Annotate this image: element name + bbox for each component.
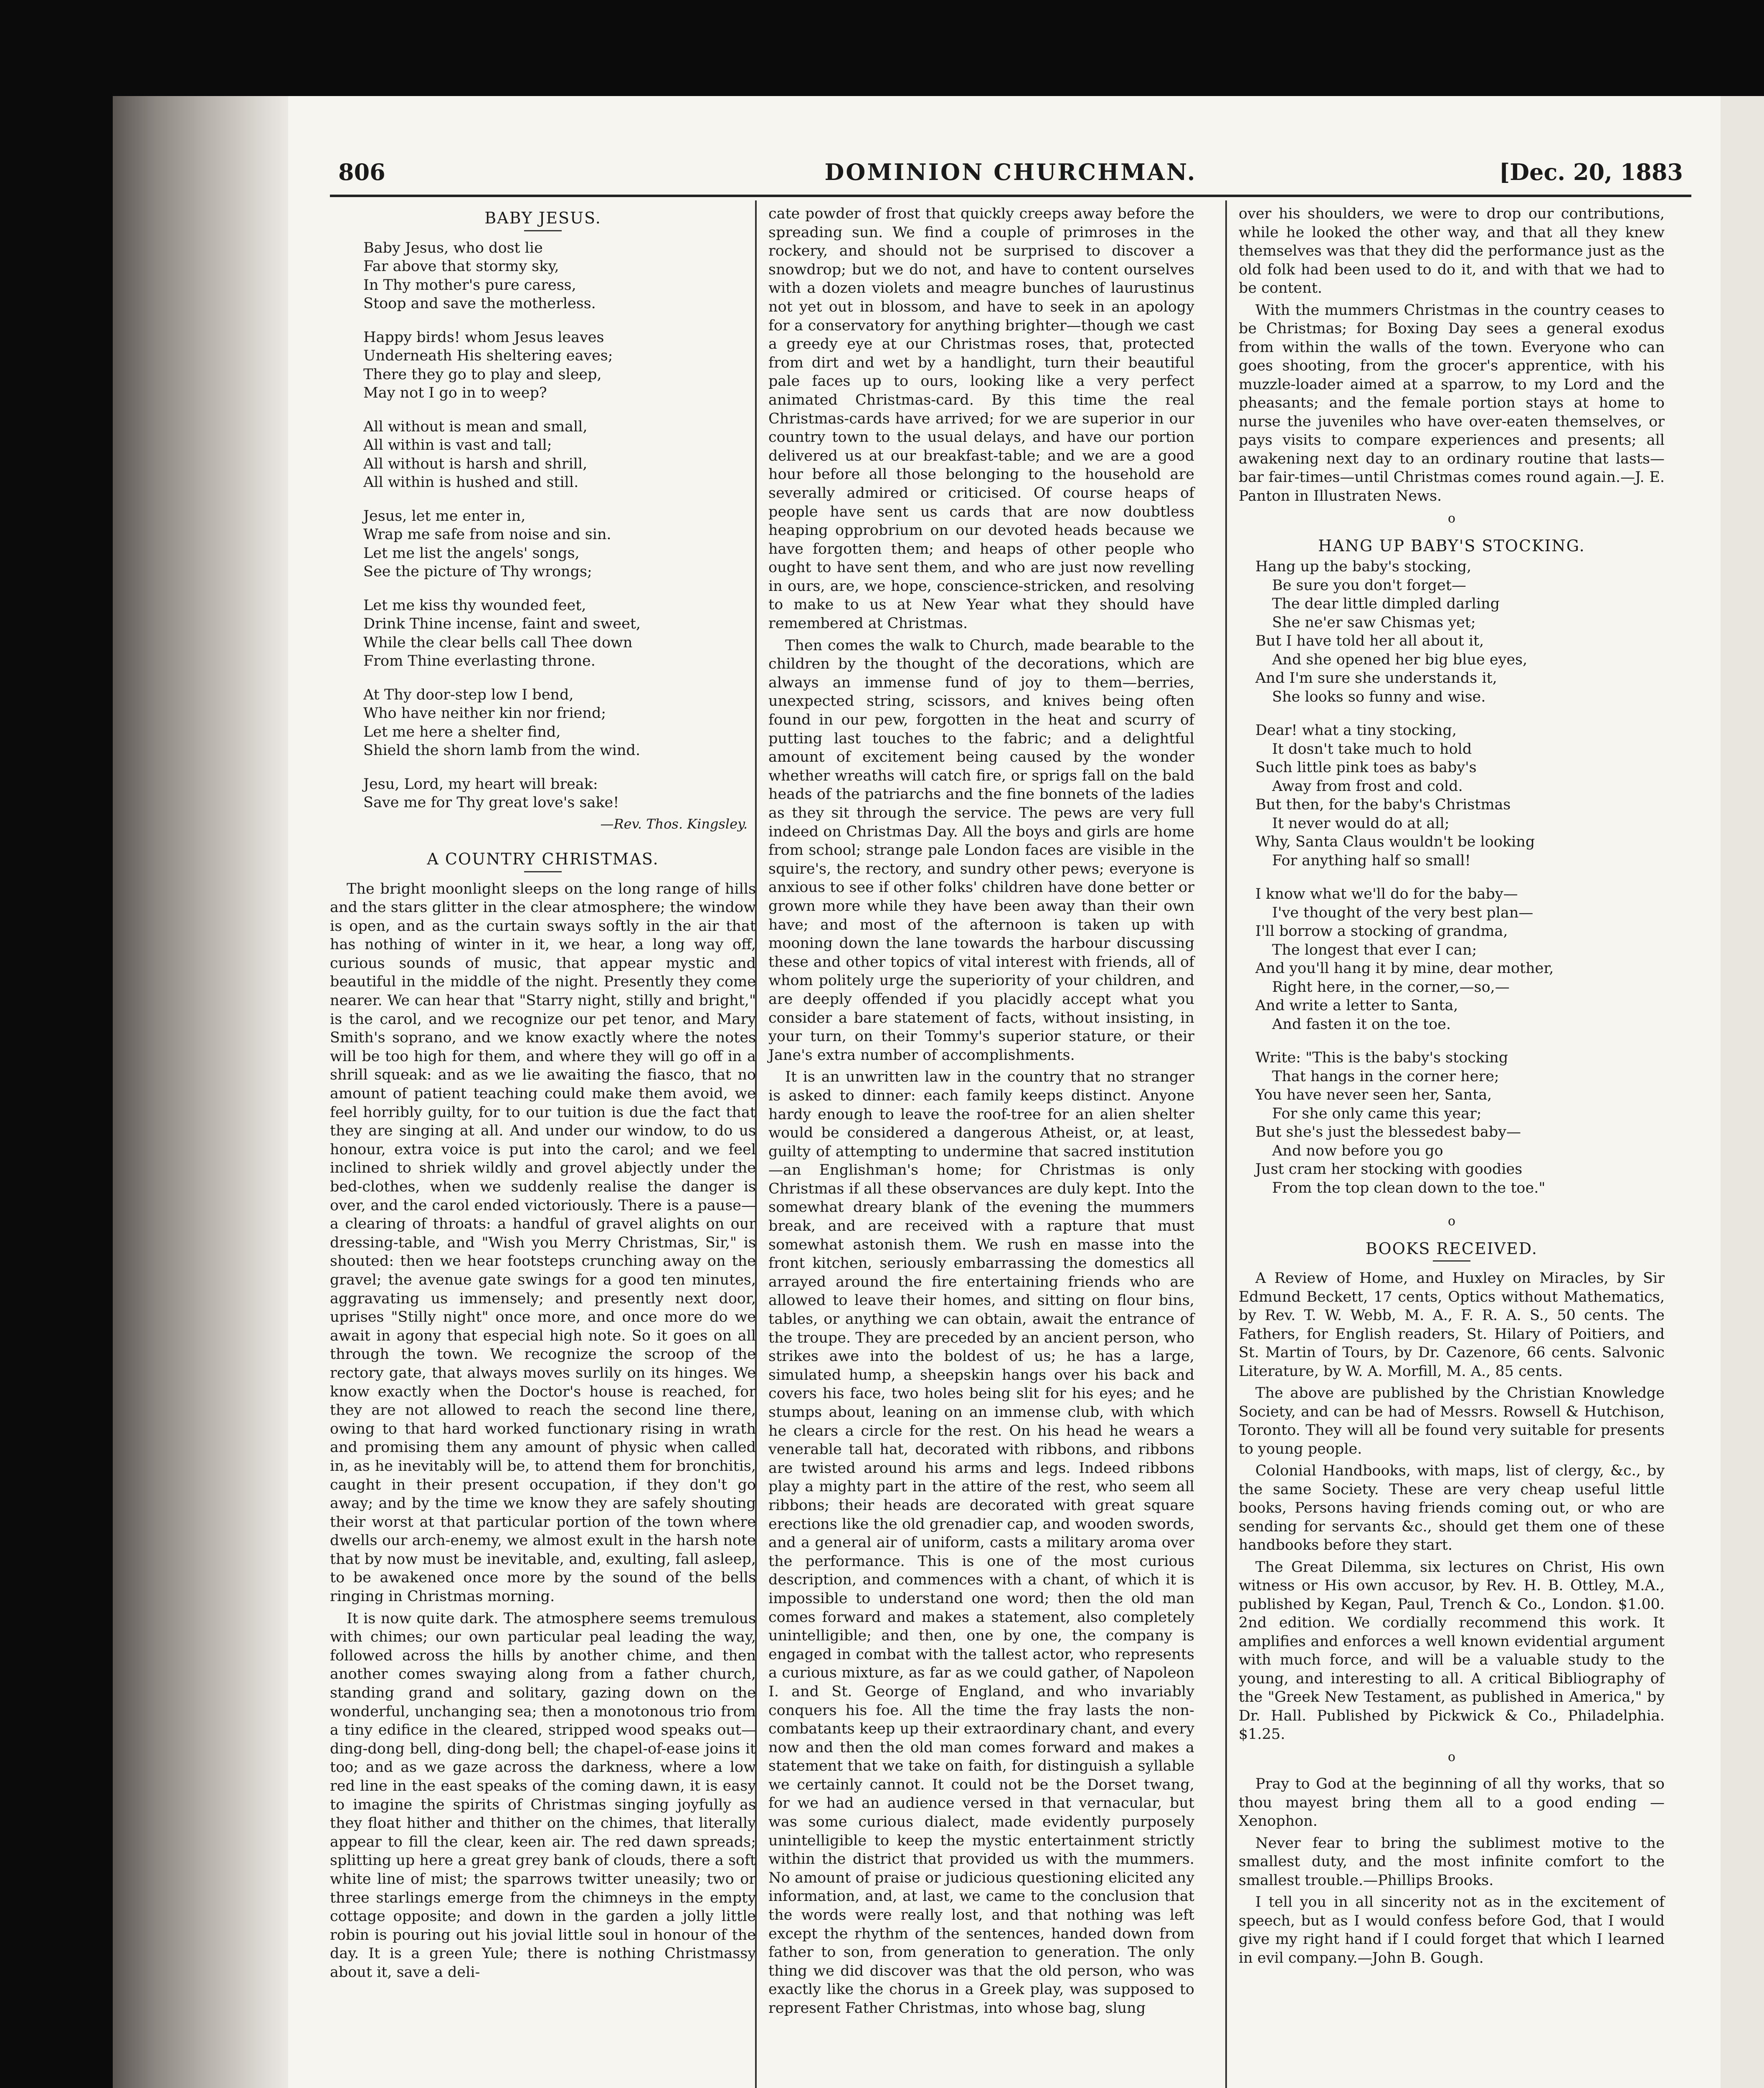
running-head: [330, 155, 1691, 192]
poem-stanza: [363, 686, 756, 760]
poem-line: The longest that ever I can;: [1272, 941, 1477, 958]
poem-line: Be sure you don't forget—: [1272, 577, 1466, 594]
article-paragraph: With the mummers Christmas in the country ceases to be Christmas; for Boxing Day sees a general exodus from within the walls of the town. Everyone who can goes shooting, from the grocer's apprentice, with his muzzle-loader aimed at a sparrow, to my Lord and the pheasants; and the female portion stays at home to nurse the juveniles who have over-eaten themselves, or pays visits to compare experiences and presents; all awakening next day to an ordinary routine that lasts—bar fair-times—until Christmas comes round again.—J. E. Panton in Illustraten News.: [1239, 302, 1665, 504]
column-3: [1239, 205, 1665, 1971]
title-rule: [1433, 1260, 1470, 1262]
column-rule-2: [1225, 200, 1227, 2088]
poem-line: All within is vast and tall;: [363, 437, 552, 454]
poem-line: But I have told her all about it,: [1255, 633, 1484, 649]
scan-right-edge: [1721, 96, 1764, 2088]
poem-line: You have never seen her, Santa,: [1255, 1087, 1492, 1103]
quotation-paragraph: I tell you in all sincerity not as in the excitement of speech, but as I would confess before God, that I would give my right hand if I could forget that which I learned in evil company.—John B. Gough.: [1239, 1894, 1665, 1966]
poem-line: May not I go in to weep?: [363, 385, 547, 401]
poem-line: Let me kiss thy wounded feet,: [363, 597, 586, 614]
scan-margin-left: [0, 0, 113, 2088]
book-notice-paragraph: The above are published by the Christian Knowledge Society, and can be had of Messrs. Rowsell & Hutchison, Toronto. They will all be found very suitable for presents to young people.: [1239, 1385, 1665, 1457]
book-notice-paragraph: Colonial Handbooks, with maps, list of clergy, &c., by the same Society. These are very cheap useful little books, Persons having friends coming out, or who are sending for servants &c., should get them one of these handbooks before they start.: [1239, 1462, 1665, 1553]
section-ornament: o: [1447, 1214, 1456, 1229]
book-binding: [113, 96, 288, 2088]
column-1: [330, 205, 756, 1985]
header-rule: [330, 195, 1691, 197]
journal-name: DOMINION CHURCHMAN.: [824, 159, 1197, 185]
poem-stanza: [1255, 1049, 1665, 1197]
poem-stanza: [363, 328, 756, 403]
poem-line: Drink Thine incense, faint and sweet,: [363, 616, 641, 632]
poem-line: And you'll hang it by mine, dear mother,: [1255, 960, 1554, 977]
poem-line: While the clear bells call Thee down: [363, 634, 633, 651]
poem-line: Far above that stormy sky,: [363, 258, 559, 275]
poem-line: Happy birds! whom Jesus leaves: [363, 329, 604, 346]
poem-stanza: [363, 507, 756, 581]
poem-line: Jesu, Lord, my heart will break:: [363, 775, 598, 793]
poem-line: And I'm sure she understands it,: [1255, 670, 1497, 687]
poem-stanza: [363, 239, 756, 313]
article-paragraph: It is now quite dark. The atmosphere seems tremulous with chimes; our own particular peal leading the way, followed across the hills by another chime, and then another comes swaying along from a father church, standing grand and solitary, gazing down on the wonderful, unchanging sea; then a monotonous trio from a tiny edifice in the cleared, stripped wood speaks out—ding-dong bell, ding-dong bell; the chapel-of-ease joins it too; and as we gaze across the darkness, where a low red line in the east speaks of the coming dawn, it is easy to imagine the spirits of Christmas singing joyfully as they float hither and thither on the chimes, that literally appear to fill the clear, keen air. The red dawn spreads; splitting up here a great grey bank of clouds, there a soft white line of mist; the sparrows twitter uneasily; two or three starlings emerge from the chimneys in the empty cottage opposite; and down in the garden a jolly little robin is pouring out his jovial little soul in honour of the day. It is a green Yule; there is nothing Christmassy about it, save a deli-: [330, 1610, 756, 1981]
section-ornament: o: [1447, 1749, 1456, 1764]
section-title-books-received: BOOKS RECEIVED.: [1366, 1239, 1538, 1258]
poem-line: It dosn't take much to hold: [1272, 740, 1472, 758]
poem-line: That hangs in the corner here;: [1272, 1068, 1499, 1085]
poem-title-hang-up-babys-stocking: HANG UP BABY'S STOCKING.: [1318, 536, 1585, 555]
poem-stanza: [363, 775, 756, 812]
poem-line: And write a letter to Santa,: [1255, 997, 1458, 1014]
poem-line: Just cram her stocking with goodies: [1255, 1161, 1523, 1178]
poem-line: I've thought of the very best plan—: [1272, 904, 1533, 921]
poem-baby-jesus: [363, 239, 756, 812]
poem-line: Let me list the angels' songs,: [363, 545, 580, 562]
poem-line: Away from frost and cold.: [1272, 778, 1463, 795]
poem-line: For she only came this year;: [1272, 1105, 1482, 1122]
title-rule: [524, 230, 562, 231]
quotation-paragraph: Never fear to bring the sublimest motive to the smallest duty, and the most infinite comfort to the smallest trouble.—Phillips Brooks.: [1239, 1835, 1665, 1889]
poem-line: And fasten it on the toe.: [1272, 1016, 1451, 1033]
poem-line: But then, for the baby's Christmas: [1255, 796, 1511, 813]
poem-line: Jesus, let me enter in,: [363, 507, 526, 525]
poem-line: Save me for Thy great love's sake!: [363, 794, 619, 811]
poem-line: For anything half so small!: [1272, 852, 1471, 869]
poem-line: And she opened her big blue eyes,: [1272, 651, 1528, 668]
poem-line: In Thy mother's pure caress,: [363, 276, 576, 294]
poem-line: From the top clean down to the toe.": [1272, 1179, 1546, 1196]
section-ornament: o: [1447, 511, 1456, 526]
poem-stanza: [363, 596, 756, 671]
column-2: [768, 205, 1194, 2021]
poem-line: All without is mean and small,: [363, 418, 588, 435]
poem-line: Shield the shorn lamb from the wind.: [363, 742, 641, 759]
article-paragraph: The bright moonlight sleeps on the long range of hills and the stars glitter in the clear atmosphere; the window is open, and as the curtain sways softly in the air that has nothing of winter in it, we hear, a long way off, curious sounds of music, that appear mystic and beautiful in the middle of the night. Presently they come nearer. We can hear that "Starry night, stilly and bright," is the carol, and we recognize our pet tenor, and Mary Smith's soprano, and we know exactly where the notes will be too high for them, and where they will go off in a shrill squeak: and as we lie awaiting the fiasco, that no amount of patient teaching could make them avoid, we feel horribly guilty, for to our tuition is due the fact that they are singing at all. And under our window, to do us honour, extra voice is put into the carol; and we feel inclined to shriek wildly and grovel abjectly under the bed-clothes, when we suddenly realise the danger is over, and the carol ended victoriously. There is a pause—a clearing of throats: a handful of gravel alights on our dressing-table, and "Wish you Merry Christmas, Sir," is shouted: then we hear footsteps crunching away on the gravel; the avenue gate swings for a good ten minutes, aggravating us immensely; and presently next door, uprises "Stilly night" once more, and once more do we await in agony that especial high note. So it goes on all through the town. We recognize the scroop of the rectory gate, that always moves surlily on its hinges. We know exactly when the Doctor's house is reached, for they are not allowed to reach the second line there, owing to that hard worked functionary rising in wrath and promising them any amount of physic when called in, as he inevitably will be, to attend them for bronchitis, caught in their present occupation, if they don't go away; and by the time we know they are safely shouting their worst at that particular portion of the town where dwells our arch-enemy, we almost exult in the harsh note that by now must be inevitable, and, exulting, fall asleep, to be awakened once more by the sound of the bells ringing in Christmas morning.: [330, 880, 756, 1605]
poem-line: Underneath His sheltering eaves;: [363, 347, 613, 364]
poem-line: All without is harsh and shrill,: [363, 455, 588, 472]
article-paragraph: Then comes the walk to Church, made bearable to the children by the thought of the decorations, which are always an immense fund of joy to them—berries, unexpected string, scissors, and knives being often found in our pew, forgotten in the heat and scurry of putting last touches to the fabric; and a delightful amount of excitement being caused by the wonder whether wreaths will catch fire, or sprigs fall on the bald heads of the patriarchs and the fine bonnets of the ladies as they sit through the service. The pews are very full indeed on Christmas Day. All the boys and girls are home from school; strange pale London faces are visible in the squire's, the rectory, and sundry other pews; everyone is anxious to see if other folks' children have done better or grown more while they have been away than their own have; and most of the afternoon is taken up with mooning down the lane towards the harbour discussing these and other topics of vital interest with friends, all of whom politely urge the superiority of your children, and are deeply offended if you placidly accept what you consider a bare statement of facts, without insisting, in your turn, on their Tommy's superior stature, or their Jane's extra number of accomplishments.: [768, 637, 1194, 1064]
poem-line: Wrap me safe from noise and sin.: [363, 526, 611, 543]
poem-line: Why, Santa Claus wouldn't be looking: [1255, 834, 1535, 850]
article-paragraph: It is an unwritten law in the country that no stranger is asked to dinner: each family keeps distinct. Anyone hardy enough to leave the roof-tree for an alien shelter would be considered a dangerous Atheist, or, at least, guilty of attempting to undermine that sacred institution—an Englishman's home; for Christmas is only Christmas if all these observances are duly kept. Into the somewhat dreary blank of the evening the mummers break, and are received with a rapture that must somewhat astonish them. We rush en masse into the front kitchen, seriously embarrassing the domestics all arrayed around the fire entertaining friends who are allowed to leave their homes, and sitting on flour bins, tables, or anything we can obtain, await the entrance of the troupe. They are preceded by an ancient person, who strikes awe into the boldest of us; he has a large, simulated hump, a sheepskin hangs over his back and covers his face, two holes being slit for his eyes; and he stumps about, leaning on an immense club, with which he clears a circle for the rest. On his head he wears a venerable tall hat, decorated with ribbons, and ribbons are twisted around his arms and legs. Indeed ribbons play a mighty part in the attire of the rest, who seem all ribbons; their heads are decorated with great square erections like the old grenadier cap, and wooden swords, and a general air of uniform, casts a military aroma over the performance. This is one of the most curious description, and commences with a chant, of which it is impossible to understand one word; then the old man comes forward and makes a statement, also completely unintelligible; and then, one by one, the company is engaged in combat with the tallest actor, who represents a curious mixture, as far as we could gather, of Napoleon I. and St. George of England, and who invariably conquers his foe. All the time the fray lasts the non-combatants keep up their extraordinary chant, and every now and then the old man comes forward and makes a statement that we take on faith, for distinguish a syllable we certainly cannot. It could not be the Dorset twang, for we had an audience versed in that vernacular, but was some curious dialect, made evidently purposely unintelligible to keep the mystic entertainment strictly within the district that provided us with the mummers. No amount of praise or judicious questioning elicited any information, and, at last, we came to the conclusion that the words were really lost, and that nothing was left except the rhythm of the sentences, handed down from father to son, from generation to generation. The only thing we did discover was that the old person, who was exactly like the chorus in a Greek play, was supposed to represent Father Christmas, into whose bag, slung: [768, 1069, 1194, 2017]
poem-hang-up-babys-stocking: [1255, 557, 1665, 1197]
poem-line: Such little pink toes as baby's: [1255, 759, 1477, 776]
poem-line: At Thy door-step low I bend,: [363, 686, 574, 703]
scan-margin-top: [0, 0, 1764, 96]
poem-line: Let me here a shelter find,: [363, 723, 561, 740]
poem-line: I'll borrow a stocking of grandma,: [1255, 923, 1508, 940]
poem-line: Baby Jesus, who dost lie: [363, 239, 543, 256]
issue-date: [Dec. 20, 1883: [1499, 159, 1683, 185]
poem-stanza: [363, 418, 756, 492]
poem-line: I know what we'll do for the baby—: [1255, 886, 1518, 902]
poem-line: But she's just the blessedest baby—: [1255, 1124, 1521, 1140]
page-number: 806: [338, 159, 385, 185]
poem-stanza: [1255, 557, 1665, 706]
poem-title-baby-jesus: BABY JESUS.: [484, 209, 601, 227]
book-notice-paragraph: The Great Dilemma, six lectures on Christ, His own witness or His own accusor, by Rev. H. B. Ottley, M.A., published by Kegan, Paul, Trench & Co., London. $1.00. 2nd edition. We cordially recommend this work. It amplifies and enforces a well known evidential argument with much force, and will be a valuable study to the young, and interesting to all. A critical Bibliography of the "Greek New Testament, as published in America," by Dr. Hall. Published by Pickwick & Co., Philadelphia. $1.25.: [1239, 1558, 1665, 1743]
poem-line: From Thine everlasting throne.: [363, 653, 596, 669]
title-rule: [524, 871, 562, 872]
poem-line: She looks so funny and wise.: [1272, 688, 1486, 705]
poem-line: See the picture of Thy wrongs;: [363, 563, 592, 580]
book-notice-paragraph: A Review of Home, and Huxley on Miracles, by Sir Edmund Beckett, 17 cents, Optics without Mathematics, by Rev. T. W. Webb, M. A., F. R. A. S., 50 cents. The Fathers, for English readers, St. Hilary of Poitiers, and St. Martin of Tours, by Dr. Cazenore, 66 cents. Salvonic Literature, by W. A. Morfill, M. A., 85 cents.: [1239, 1270, 1665, 1380]
poem-line: The dear little dimpled darling: [1272, 595, 1500, 612]
poem-line: Who have neither kin nor friend;: [363, 705, 606, 722]
poem-line: Right here, in the corner,—so,—: [1272, 978, 1510, 996]
article-paragraph: over his shoulders, we were to drop our contributions, while he looked the other way, and that all they knew themselves was that they did the performance just as the old folk had been used to do it, and with that we had to be content.: [1239, 205, 1665, 296]
poem-stanza: [1255, 721, 1665, 870]
poem-line: She ne'er saw Chismas yet;: [1272, 614, 1476, 631]
article-title-country-christmas: A COUNTRY CHRISTMAS.: [427, 850, 659, 868]
poem-line: All within is hushed and still.: [363, 474, 579, 491]
poem-line: Hang up the baby's stocking,: [1255, 558, 1472, 575]
poem-line: Dear! what a tiny stocking,: [1255, 722, 1457, 739]
poem-line: It never would do at all;: [1272, 815, 1450, 832]
quotation-paragraph: Pray to God at the beginning of all thy works, that so thou mayest bring them all to a good ending —Xenophon.: [1239, 1776, 1665, 1830]
poem-line: There they go to play and sleep,: [363, 366, 602, 383]
poem-line: Stoop and save the motherless.: [363, 295, 596, 312]
poem-line: Write: "This is the baby's stocking: [1255, 1049, 1508, 1066]
poem-stanza: [1255, 885, 1665, 1034]
poem-line: And now before you go: [1272, 1142, 1443, 1159]
poem-attribution: —Rev. Thos. Kingsley.: [600, 816, 748, 832]
article-paragraph: cate powder of frost that quickly creeps away before the spreading sun. We find a couple of primroses in the rockery, and should not be surprised to discover a snowdrop; but we do not, and have to content ourselves with a dozen violets and meagre bunches of laurustinus not yet out in blossom, and have to seek in an apology for a conservatory for anything brighter—though we cast a greedy eye at our Christmas roses, that, protected from dirt and wet by a handlight, turn their beautiful pale faces up to ours, looking like a very perfect animated Christmas-card. By this time the real Christmas-cards have arrived; for we are superior in our country town to the usual delays, and have our portion delivered us at our breakfast-table; and we are a good hour before all those belonging to the household are severally admired or criticised. Of course heaps of people have sent us cards that are now doubtless heaping opprobrium on our devoted heads because we have forgotten them; and heaps of other people who ought to have sent them, and who are just now revelling in ours, are, we hope, conscience-stricken, and resolving to make to us at New Year what they should have remembered at Christmas.: [768, 205, 1194, 632]
